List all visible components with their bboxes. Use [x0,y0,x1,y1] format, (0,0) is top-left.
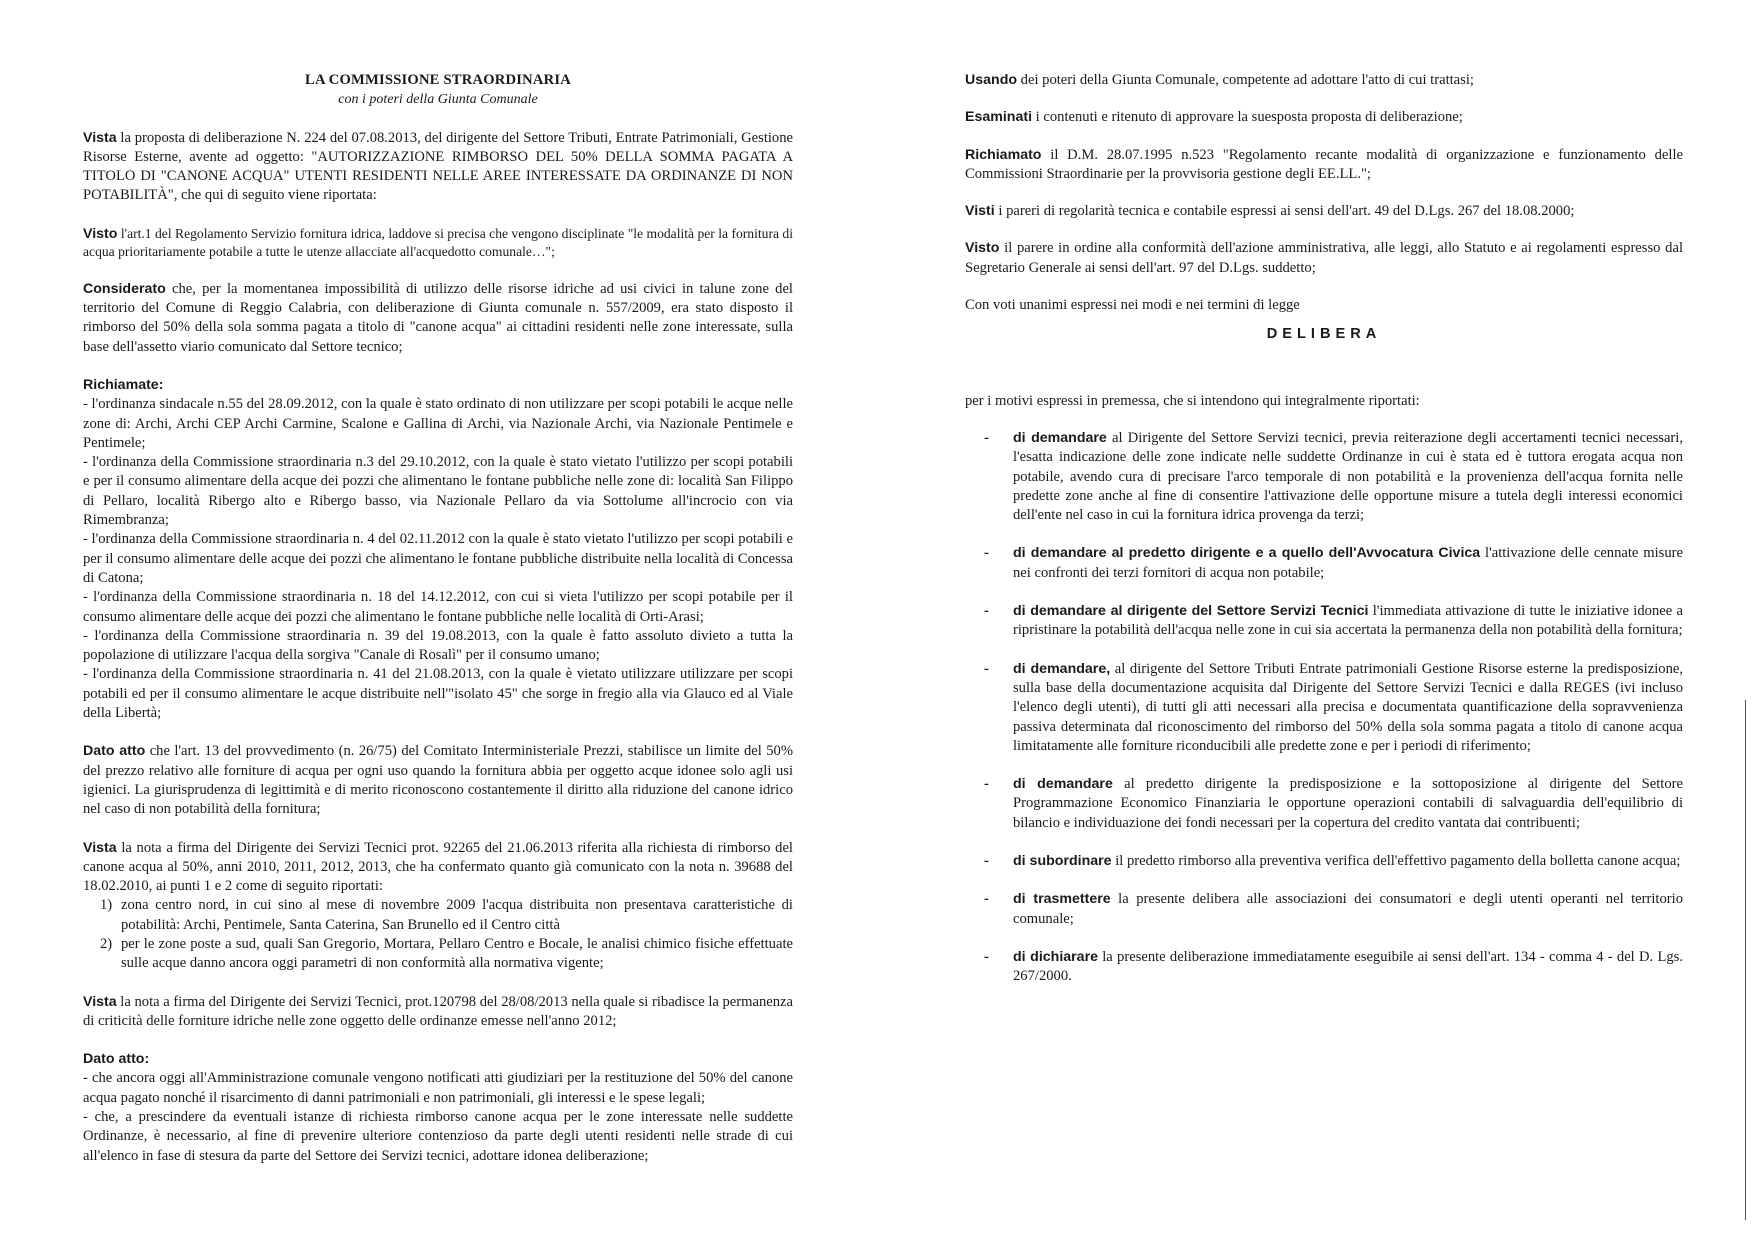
list-number: 1) [100,897,113,914]
keyword: Richiamato [965,146,1042,163]
paragraph-dato-atto-art13 [83,742,793,819]
bullet-dash: - [984,429,989,446]
heading-richiamate [83,376,793,395]
item-text: al Dirigente del Settore Servizi tecnici, previa reiterazione degli accertamenti tecnici necessari, l'esatta indicazione delle zone indicate nelle suddette Ordinanze in cui è stata ed è tuttora erogata acqua non potabile, avendo cura di precisare l'arco temporale di non potabilità e la provenienza dell'acqua fornita nelle predette zone anche al fine di consentire l'attivazione delle opportune misure a tutela degli interessi economici dell'ente nel caso in cui la fornitura idrica provenga da terzi; [1013,429,1683,524]
paragraph-vista-proposta [83,129,793,206]
scan-edge-line [1745,700,1746,1220]
right-page [877,0,1754,1240]
item-text: al predetto dirigente la predisposizione e la sottoposizione al dirigente del Settore Programmazione Economico Finanziaria le opportune operazioni contabili di salvaguardia dell'equilibrio di bilancio e individuazione dei fondi necessari per la copertura del credito vantata dai contribuenti; [1013,776,1683,831]
paragraph-usando [965,71,1683,90]
item-text: l'attivazione delle cennate misure nei confronti dei terzi fornitori di acqua non potabile; [1013,545,1683,581]
keyword: Vista [83,129,117,146]
document-subtitle: con i poteri della Giunta Comunale [338,92,538,108]
item-text: la presente deliberazione immediatamente eseguibile ai sensi dell'art. 134 - comma 4 - del D. Lgs. 267/2000. [1013,948,1683,985]
bullet-dash: - [984,948,989,965]
paragraph-vista-nota-92265 [83,839,793,897]
paragraph-text: l'art.1 del Regolamento Servizio fornitura idrica, laddove si precisa che vengono disciplinate "le modalità per la fornitura di acqua prioritariamente potabile a tutte le utenze allacciate all'acquedotto comunale…"; [83,225,793,259]
ordinanza-item: - l'ordinanza della Commissione straordinaria n.3 del 29.10.2012, con la quale è stato vietato l'utilizzo per scopi potabili e per il consumo alimentare della acque dei pozzi che alimentano le fontane pubbliche nelle zone di: località San Filippo di Pellaro, località Ribergo alto e Ribergo basso, via Nazionale Pellaro da via Sottolume all'incrocio con via Rimembranza; [83,454,793,529]
keyword: di demandare al predetto dirigente e a quello dell'Avvocatura Civica [1013,545,1481,562]
paragraph-visti [965,202,1683,221]
dato-atto-item: - che ancora oggi all'Amministrazione comunale vengono notificati atti giudiziari per la restituzione del 50% del canone acqua pagato nonché il risarcimento di danni patrimoniali e non patrimoniali, gli interessi e le spese legali; [83,1070,793,1106]
keyword: Dato atto [83,743,146,760]
keyword: di trasmettere [1013,891,1111,908]
ordinanza-item: - l'ordinanza della Commissione straordinaria n. 18 del 14.12.2012, con cui si vieta l'utilizzo per scopi potabile per il consumo alimentare delle acque dei pozzi che alimentano le fontane pubbliche nelle località di Orti-Arasi; [83,589,793,625]
item-text: la presente delibera alle associazioni dei consumatori e degli utenti operanti nel territorio comunale; [1013,891,1683,927]
bullet-dash: - [984,545,989,562]
keyword: Vista [83,993,117,1010]
paragraph-richiamato [965,146,1683,185]
deliberation-item [965,852,1683,871]
paragraph-visto-art1 [83,225,793,261]
keyword: Visto [965,240,1000,257]
numbered-list [83,896,793,973]
ordinanza-item: - l'ordinanza sindacale n.55 del 28.09.2012, con la quale è stato ordinato di non utilizzare per scopi potabili le acque nelle zone di: Archi, Archi CEP Archi Carmine, Scalone e Gallina di Archi, via Nazionale Archi, via Nazionale Pentimele e Pentimele; [83,396,793,451]
keyword: Dato atto: [83,1051,150,1068]
ordinanza-item: - l'ordinanza della Commissione straordinaria n. 39 del 19.08.2013, con la quale è fatto assoluto divieto a tutta la popolazione di utilizzare l'acqua della sorgiva "Canale di Rosalì" per il consumo umano; [83,627,793,664]
keyword: di demandare, [1013,660,1111,677]
paragraph-text: il D.M. 28.07.1995 n.523 "Regolamento recante modalità di organizzazione e funzionamento delle Commissioni Straordinarie per la provvisoria gestione degli EE.LL."; [965,146,1683,182]
list-item-text: per le zone poste a sud, quali San Gregorio, Mortara, Pellaro Centro e Bocale, le analisi chimico fisiche effettuate sulle acque danno ancora oggi parametri di non conformità alla normativa vigente; [121,935,793,972]
deliberation-list [965,429,1683,987]
deliberation-item [965,602,1683,641]
document-title: LA COMMISSIONE STRAORDINARIA [305,72,571,88]
item-text: l'immediata attivazione di tutte le iniziative idonee a ripristinare la potabilità dell'acqua nelle zone in cui sia accertata la permanenza della non potabilità della fornitura; [1013,603,1684,639]
item-text: il predetto rimborso alla preventiva verifica dell'effettivo pagamento della bolletta canone acqua; [1111,853,1681,870]
bullet-dash: - [984,853,989,870]
paragraph-text: la proposta di deliberazione N. 224 del 07.08.2013, del dirigente del Settore Tributi, Entrate Patrimoniali, Gestione Risorse Esterne, avente ad oggetto: "AUTORIZZAZIONE RIMBORSO DEL 50% DELLA SOMMA PAGATA A TITOLO DI "CANONE ACQUA" UTENTI RESIDENTI NELLE AREE INTERESSATE DA ORDINANZE DI NON POTABILITÀ", che qui di seguito viene riportata: [83,129,793,204]
paragraph-text: i contenuti e ritenuto di approvare la suesposta proposta di deliberazione; [1032,109,1463,126]
paragraph-vista-nota-120798 [83,993,793,1032]
paragraph-text: dei poteri della Giunta Comunale, competente ad adottare l'atto di cui trattasi; [1017,72,1474,88]
left-column [83,71,793,1166]
paragraph-text: che l'art. 13 del provvedimento (n. 26/75) del Comitato Interministeriale Prezzi, stabilisce un limite del 50% del prezzo relativo alle forniture di acqua per ogni uso quando la fornitura abbia per oggetto acque idonee solo agli usi igienici. La giurisprudenza di legittimità e di merito riconoscono costantemente il diritto alla riduzione del canone idrico nel caso di non potabilità della fornitura; [83,743,793,818]
deliberation-item [965,775,1683,833]
item-text: al dirigente del Settore Tributi Entrate patrimoniali Gestione Risorse esterne la predisposizione, sulla base della documentazione acquisita dal Dirigente del Settore Servizi Tecnici e dalla REGES (ivi incluso l'elenco degli utenti), di tutti gli atti necessari alla precisa e documentata quantificazione della sopravvenienza passiva determinata dal riconoscimento del rimborso del 50% della sola somma pagata a titolo di canone acqua limitatamente alle forniture riconducibili alle predette zone e per i periodi di riferimento; [1013,660,1683,754]
ordinanza-item: - l'ordinanza della Commissione straordinaria n. 41 del 21.08.2013, con la quale è vietato utilizzare utilizzare per scopi potabili ed per il consumo alimentare le acque distribuite nell'"isolato 45" che sorge in fregio alla via Glauco ed al Viale della Libertà; [83,666,793,722]
paragraph-text: il parere in ordine alla conformità dell'azione amministrativa, alle leggi, allo Statuto e ai regolamenti espresso dal Segretario Generale ai sensi dell'art. 97 del D.Lgs. suddetto; [965,240,1683,276]
dato-atto-item: - che, a prescindere da eventuali istanze di richiesta rimborso canone acqua per le zone interessate nelle suddette Ordinanze, è necessario, al fine di prevenire ulteriore contenzioso da parte degli utenti residenti nelle strade di cui all'elenco in fase di stesura da parte del Settore dei Servizi tecnici, adottare idonea deliberazione; [83,1109,793,1164]
paragraph-considerato [83,280,793,357]
keyword: di dichiarare [1013,948,1098,965]
right-column [965,71,1683,1006]
paragraph-esaminati [965,108,1683,127]
keyword: di subordinare [1013,853,1112,870]
keyword: Richiamate: [83,376,164,393]
deliberation-item [965,890,1683,929]
keyword: Vista [83,839,117,856]
keyword: di demandare [1013,429,1107,446]
deliberation-item [965,948,1683,987]
delibera-heading: DELIBERA [1266,326,1382,343]
bullet-dash: - [984,603,989,620]
paragraph-visto-parere [965,239,1683,278]
keyword: di demandare [1013,776,1113,793]
paragraph-text: la nota a firma del Dirigente dei Servizi Tecnici prot. 92265 del 21.06.2013 riferita alla richiesta di rimborso del canone acqua al 50%, anni 2010, 2011, 2012, 2013, che ha confermato quanto già comunicato con la nota n. 39688 del 18.02.2010, ai punti 1 e 2 come di seguito riportati: [83,839,793,895]
keyword: Visto [83,225,118,242]
deliberation-item [965,429,1683,525]
paragraph-text: i pareri di regolarità tecnica e contabile espressi ai sensi dell'art. 49 del D.Lgs. 267 del 18.08.2000; [994,203,1575,220]
bullet-dash: - [984,891,989,908]
list-item [83,935,793,974]
list-item-text: zona centro nord, in cui sino al mese di novembre 2009 l'acqua distribuita non presentava caratteristiche di potabilità: Archi, Pentimele, Santa Caterina, San Brunello ed il Centro città [121,897,793,933]
heading-dato-atto [83,1050,793,1069]
paragraph-voti: Con voti unanimi espressi nei modi e nei termini di legge [965,297,1300,314]
list-number: 2) [100,935,113,952]
paragraph-text: che, per la momentanea impossibilità di utilizzo delle risorse idriche ad usi civici in talune zone del territorio del Comune di Reggio Calabria, con deliberazione di Giunta comunale n. 557/2009, era stato disposto il rimborso del 50% della sola somma pagata a titolo di "canone acqua" ai cittadini residenti nelle zone interessate, sulla base dell'assetto viario comunicato dal Settore tecnico; [83,280,793,355]
deliberation-item [965,660,1683,756]
keyword: di demandare al dirigente del Settore Servizi Tecnici [1013,603,1369,620]
keyword: Considerato [83,280,166,297]
ordinanza-item: - l'ordinanza della Commissione straordinaria n. 4 del 02.11.2012 con la quale è stato vietato l'utilizzo per scopi potabili e per il consumo alimentare delle acque dei pozzi che alimentano le fontane pubbliche distribuite nella località di Concessa di Catona; [83,531,793,586]
deliberation-item [965,544,1683,583]
keyword: Esaminati [965,109,1033,126]
paragraph-text: la nota a firma del Dirigente dei Servizi Tecnici, prot.120798 del 28/08/2013 nella quale si ribadisce la permanenza di criticità delle forniture idriche nelle zone oggetto delle ordinanze emesse nell'anno 2012; [83,993,793,1029]
list-item [83,896,793,935]
keyword: Visti [965,203,995,220]
paragraph-intro: per i motivi espressi in premessa, che si intendono qui integralmente riportati: [965,392,1420,409]
bullet-dash: - [984,776,989,793]
keyword: Usando [965,72,1018,88]
bullet-dash: - [984,660,989,677]
